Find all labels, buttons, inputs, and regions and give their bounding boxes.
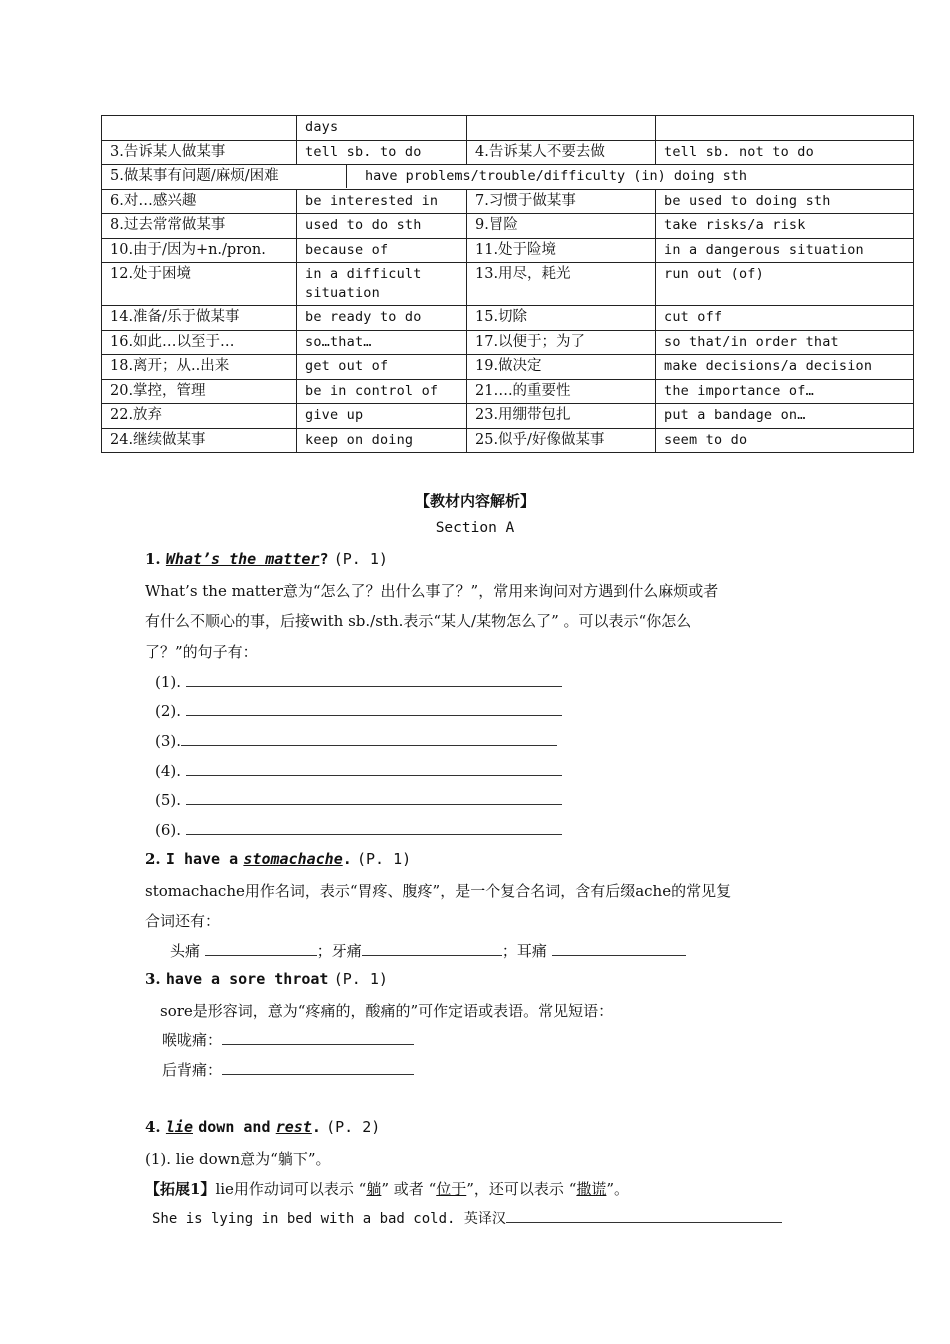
table-row	[102, 355, 914, 380]
table-row	[102, 404, 914, 429]
table-cell: be in control of	[297, 379, 467, 404]
answer-blank[interactable]	[186, 820, 562, 835]
table-cell: because of	[297, 238, 467, 263]
table-cell: 9.冒险	[467, 214, 656, 239]
q2-blanks: 头痛 ；牙痛 ；耳痛	[170, 940, 686, 961]
table-cell: tell sb. not to do	[656, 140, 914, 165]
table-cell: 7.习惯于做某事	[467, 189, 656, 214]
table-cell: so that/in order that	[656, 330, 914, 355]
q4-title: 4. lie down and rest. (P. 2)	[145, 1118, 381, 1136]
table-cell: 23.用绷带包扎	[467, 404, 656, 429]
vocab-table	[101, 115, 914, 453]
table-cell: 5.做某事有问题/麻烦/困难	[102, 165, 347, 188]
answer-blank[interactable]	[186, 701, 562, 716]
q3-title: 3. have a sore throat (P. 1)	[145, 970, 388, 988]
table-cell: 13.用尽，耗光	[467, 263, 656, 306]
table-cell: in a dangerous situation	[656, 238, 914, 263]
answer-line: (4).	[155, 761, 562, 780]
table-cell: 19.做决定	[467, 355, 656, 380]
table-cell: put a bandage on…	[656, 404, 914, 429]
table-cell: days	[297, 116, 467, 141]
q4-word-lie: lie	[165, 1118, 193, 1136]
table-row	[102, 379, 914, 404]
table-cell: used to do sth	[297, 214, 467, 239]
answer-line: (1).	[155, 672, 562, 691]
table-row	[102, 214, 914, 239]
table-cell: be interested in	[297, 189, 467, 214]
table-cell: take risks/a risk	[656, 214, 914, 239]
table-cell: 22.放弃	[102, 404, 297, 429]
answer-blank[interactable]	[552, 941, 686, 956]
q2-word: stomachache	[243, 850, 343, 868]
table-cell: seem to do	[656, 428, 914, 453]
q1-text-line1: What’s the matter意为“怎么了？出什么事了？”，常用来询问对方遇到什么麻烦或者	[145, 582, 719, 600]
table-cell: in a difficult situation	[297, 263, 467, 306]
q1-text-line2: 有什么不顺心的事，后接with sb./sth.表示“某人/某物怎么了” 。可以表示“你怎么	[145, 612, 692, 630]
table-cell: 18.离开；从..出来	[102, 355, 297, 380]
table-cell: be used to doing sth	[656, 189, 914, 214]
q2-text-line2: 合词还有：	[145, 912, 221, 930]
table-cell: 14.准备/乐于做某事	[102, 306, 297, 331]
q2-title: 2. I have a stomachache. (P. 1)	[145, 850, 412, 868]
q2-text-line1: stomachache用作名词，表示“胃疼、腹疼”，是一个复合名词，含有后缀ache的常见复	[145, 882, 732, 900]
table-cell: 3.告诉某人做某事	[102, 140, 297, 165]
table-cell: 11.处于险境	[467, 238, 656, 263]
table-cell: 16.如此…以至于…	[102, 330, 297, 355]
table-cell: have problems/trouble/difficulty (in) doing sth	[365, 168, 748, 184]
table-row	[102, 165, 914, 190]
table-cell: 4.告诉某人不要去做	[467, 140, 656, 165]
table-row	[102, 140, 914, 165]
section-subheading: Section A	[435, 520, 515, 536]
table-cell: run out (of)	[656, 263, 914, 306]
q1-phrase: What’s the matter	[165, 550, 320, 568]
table-cell: make decisions/a decision	[656, 355, 914, 380]
q4-text-line1: (1). lie down意为“躺下”。	[145, 1150, 331, 1168]
table-cell: 20.掌控，管理	[102, 379, 297, 404]
table-cell: tell sb. to do	[297, 140, 467, 165]
answer-blank[interactable]	[506, 1208, 782, 1223]
table-cell: 21….的重要性	[467, 379, 656, 404]
table-row	[102, 263, 914, 306]
answer-blank[interactable]	[222, 1060, 414, 1075]
q4-example: She is lying in bed with a bad cold. 英译汉	[152, 1208, 782, 1228]
answer-blank[interactable]	[362, 941, 502, 956]
table-cell: get out of	[297, 355, 467, 380]
q3-blank-back: 后背痛：	[162, 1059, 414, 1080]
q4-word-rest: rest	[275, 1118, 312, 1136]
answer-blank[interactable]	[186, 761, 562, 776]
answer-blank[interactable]	[186, 672, 562, 687]
q1-title: 1. What’s the matter? (P. 1)	[145, 550, 388, 568]
table-cell: be ready to do	[297, 306, 467, 331]
section-heading: 【教材内容解析】	[414, 492, 535, 510]
table-cell: 17.以便于；为了	[467, 330, 656, 355]
q4-extension: 【拓展1】lie用作动词可以表示 “躺” 或者 “位于”，还可以表示 “撒谎”。	[145, 1180, 630, 1198]
table-row	[102, 238, 914, 263]
answer-blank[interactable]	[181, 731, 557, 746]
table-row	[102, 116, 914, 141]
table-cell: 15.切除	[467, 306, 656, 331]
q3-blank-throat: 喉咙痛：	[162, 1029, 414, 1050]
table-cell: so…that…	[297, 330, 467, 355]
table-row	[102, 330, 914, 355]
table-row	[102, 306, 914, 331]
table-row	[102, 189, 914, 214]
table-cell: keep on doing	[297, 428, 467, 453]
table-cell: cut off	[656, 306, 914, 331]
answer-blank[interactable]	[186, 790, 562, 805]
table-cell: give up	[297, 404, 467, 429]
table-cell: 12.处于困境	[102, 263, 297, 306]
answer-line: (6).	[155, 820, 562, 839]
table-cell: 24.继续做某事	[102, 428, 297, 453]
answer-line: (3).	[155, 731, 557, 750]
table-cell: 6.对…感兴趣	[102, 189, 297, 214]
table-cell: 10.由于/因为+n./pron.	[102, 238, 297, 263]
q3-text-line1: sore是形容词，意为“疼痛的，酸痛的”可作定语或表语。常见短语：	[160, 1002, 614, 1020]
table-row	[102, 428, 914, 453]
answer-line: (2).	[155, 701, 562, 720]
answer-blank[interactable]	[222, 1030, 414, 1045]
answer-blank[interactable]	[205, 941, 317, 956]
table-cell: 8.过去常常做某事	[102, 214, 297, 239]
answer-line: (5).	[155, 790, 562, 809]
q1-text-line3: 了？”的句子有：	[145, 643, 258, 661]
table-cell: the importance of…	[656, 379, 914, 404]
table-cell: 25.似乎/好像做某事	[467, 428, 656, 453]
